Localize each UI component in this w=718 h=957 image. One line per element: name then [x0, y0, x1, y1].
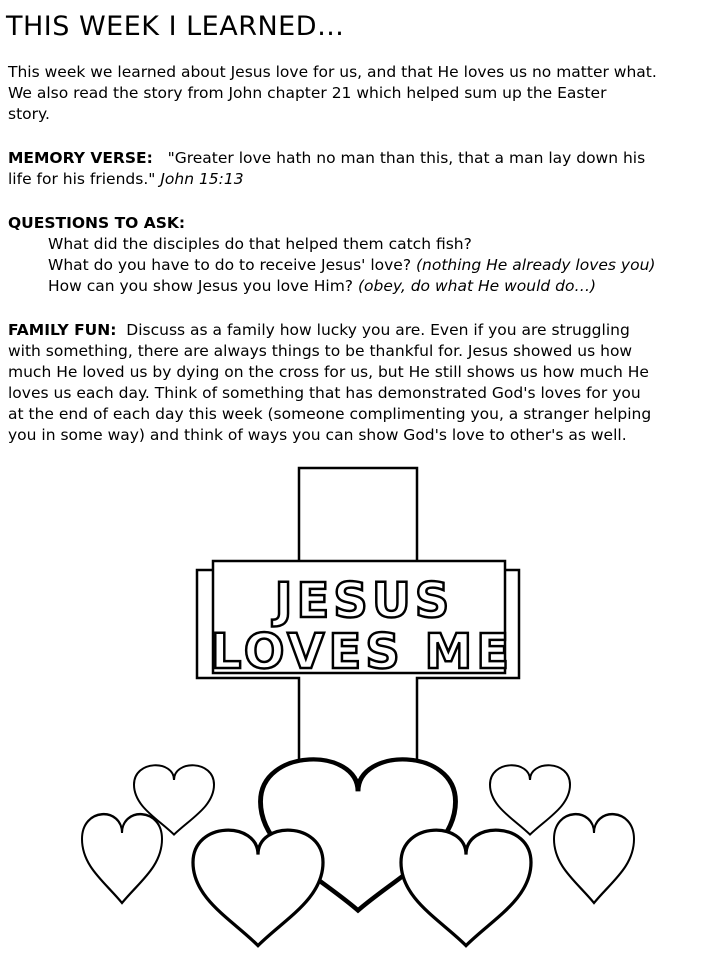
intro-paragraph [8, 62, 714, 125]
memory-verse-text: life for his friends." [8, 170, 156, 188]
family-fun-line: Discuss as a family how lucky you are. Even if you are struggling [126, 321, 630, 339]
sign-text-line2: LOVES ME [210, 624, 514, 680]
family-fun-line: at the end of each day this week (someone complimenting you, a stranger helping [8, 405, 652, 423]
family-fun-line: you in some way) and think of ways you can show God's love to other's as well. [8, 426, 627, 444]
intro-line: This week we learned about Jesus love for us, and that He loves us no matter what. [8, 63, 657, 81]
question-answer: (nothing He already loves you) [416, 256, 656, 274]
intro-line: We also read the story from John chapter 21 which helped sum up the Easter [8, 84, 607, 102]
questions-section [8, 213, 714, 297]
family-fun-label: FAMILY FUN: [8, 321, 117, 339]
memory-verse-reference: John 15:13 [160, 170, 244, 188]
heart-icon [82, 814, 162, 903]
heart-icon [401, 830, 531, 945]
memory-verse-text: "Greater love hath no man than this, that a man lay down his [167, 149, 646, 167]
family-fun-line: much He loved us by dying on the cross for us, but He still shows us how much He [8, 363, 649, 381]
memory-verse-label: MEMORY VERSE: [8, 149, 153, 167]
question-answer: (obey, do what He would do…) [357, 277, 597, 295]
question-item [8, 276, 714, 297]
cross-hearts-illustration [0, 460, 718, 957]
memory-verse-section [8, 148, 714, 190]
page-title: THIS WEEK I LEARNED… [6, 11, 345, 42]
intro-line: story. [8, 105, 50, 123]
family-fun-line: with something, there are always things to be thankful for. Jesus showed us how [8, 342, 633, 360]
family-fun-line: loves us each day. Think of something that has demonstrated God's loves for you [8, 384, 641, 402]
question-item [8, 234, 714, 255]
sign-text-line1: JESUS [274, 573, 454, 629]
question-text: What did the disciples do that helped them catch fish? [48, 235, 472, 253]
heart-icon [193, 830, 323, 945]
family-fun-section [8, 320, 714, 446]
question-text: What do you have to do to receive Jesus' love? [48, 256, 412, 274]
questions-label: QUESTIONS TO ASK: [8, 214, 186, 232]
question-item [8, 255, 714, 276]
question-text: How can you show Jesus you love Him? [48, 277, 354, 295]
heart-icon [554, 814, 634, 903]
